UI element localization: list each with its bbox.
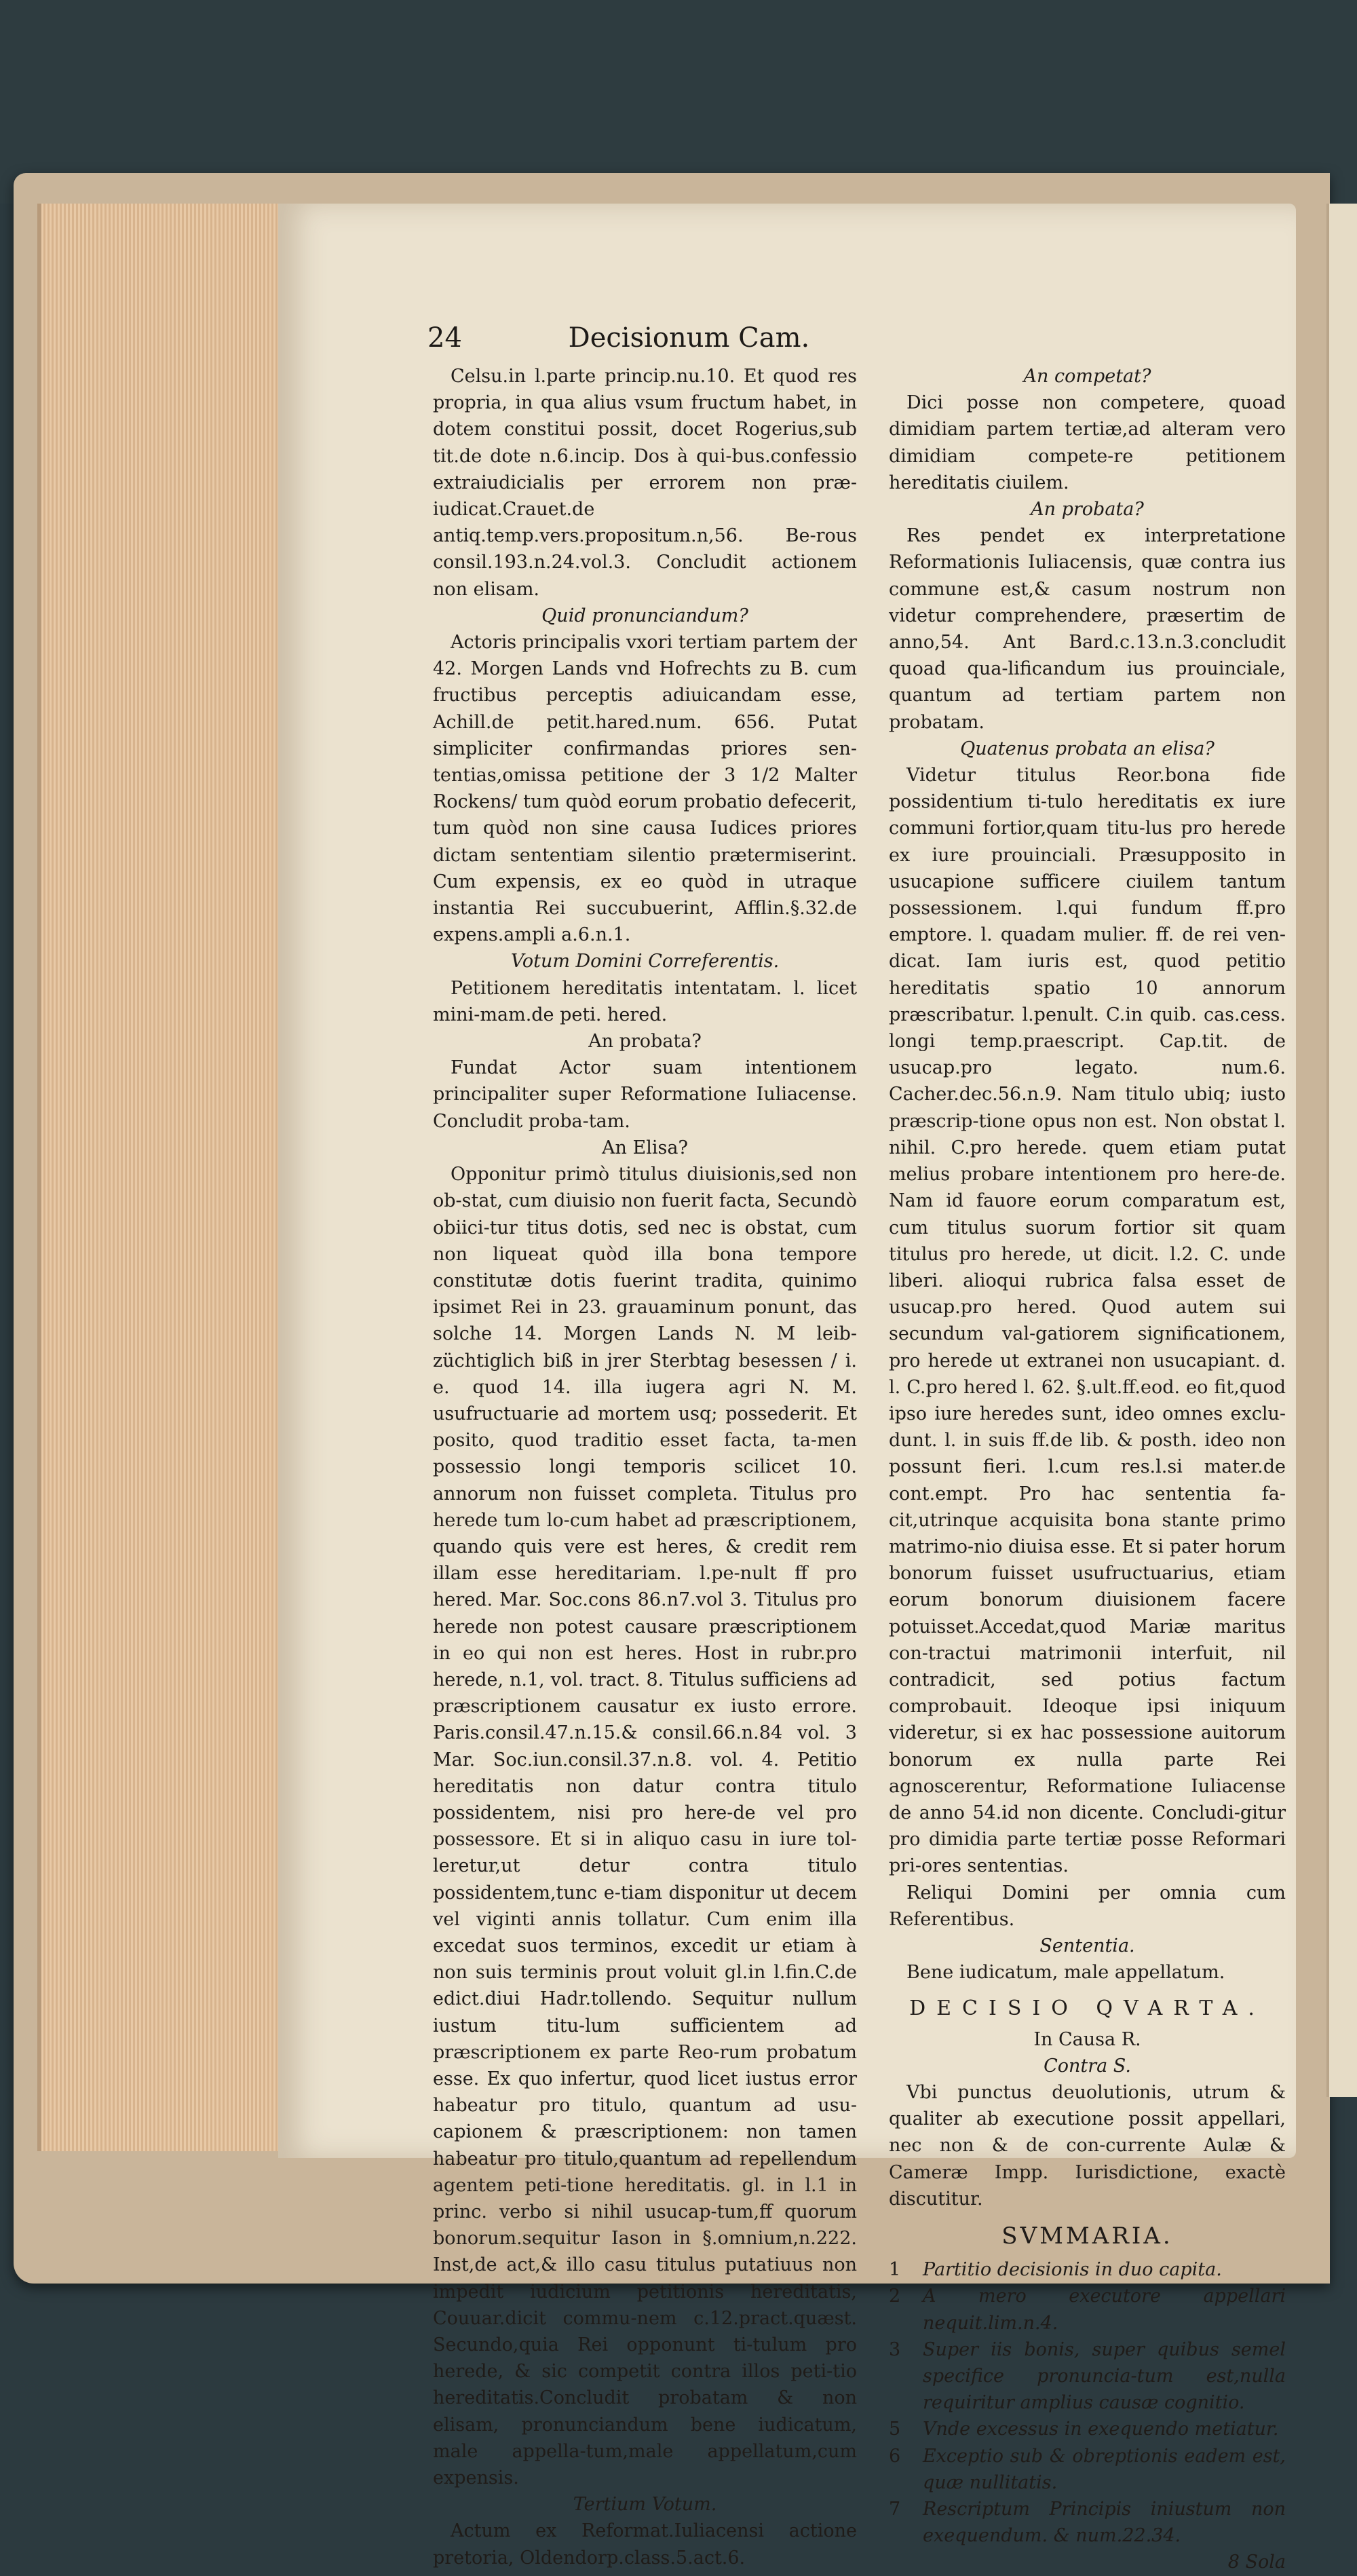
summary-item bbox=[889, 2443, 1286, 2496]
summary-number: 6 bbox=[889, 2445, 901, 2467]
section-heading: Quatenus probata an elisa? bbox=[960, 738, 1215, 759]
paragraph: Fundat Actor suam intentionem principaliter super Reformatione Iuliacense. Concludit proba-tam. bbox=[433, 1057, 857, 1132]
paragraph: Petitionem hereditatis intentatam. l. licet mini-mam.de peti. hered. bbox=[433, 977, 857, 1025]
summary-item bbox=[889, 2496, 1286, 2549]
section-heading: Contra S. bbox=[1044, 2055, 1131, 2077]
section-heading: An probata? bbox=[1031, 499, 1144, 520]
section-heading: Sententia. bbox=[1039, 1935, 1135, 1956]
decision-title: DECISIO QVARTA. bbox=[909, 1996, 1265, 2021]
centered-heading: In Causa R. bbox=[1033, 2028, 1141, 2050]
summary-item bbox=[889, 2416, 1286, 2442]
page-header bbox=[427, 322, 1025, 354]
catchword: 8 Sola bbox=[1227, 2552, 1286, 2573]
summary-text: Super iis bonis, super quibus semel specifice pronuncia-tum est,nulla requiritur amplius causæ cognitio. bbox=[923, 2338, 1286, 2414]
summary-text: Vnde excessus in exequendo metiatur. bbox=[923, 2419, 1279, 2440]
page-number: 24 bbox=[427, 322, 462, 354]
facing-page-edge bbox=[1326, 204, 1357, 2097]
paragraph: Vbi punctus deuolutionis, utrum & qualiter ab executione possit appellari, nec non & de con-currente Aulæ & Cameræ Impp. Iurisdictione, exactè discutitur. bbox=[889, 2082, 1286, 2210]
right-column bbox=[889, 363, 1286, 2576]
running-title: Decisionum Cam. bbox=[568, 322, 810, 354]
page-edges bbox=[37, 204, 292, 2151]
summary-text: Exceptio sub & obreptionis eadem est, quæ nullitatis. bbox=[923, 2445, 1286, 2493]
summary-number: 5 bbox=[889, 2419, 901, 2440]
summary-title: SVMMARIA. bbox=[1001, 2222, 1173, 2250]
paragraph: Actoris principalis vxori tertiam partem der 42. Morgen Lands vnd Hofrechts zu B. cum fructibus perceptis adiuicandam esse, Achill.de petit.hared.num. 656. Putat simpliciter confirmandas priores sen-tentias,omissa petitione der 3 1/2 Malter Rockens/ tum quòd eorum probatio defecerit, tum quòd non sine causa Iudices priores dictam sententiam silentio prætermiserint. Cum expensis, ex eo quòd in utraque instantia Rei succubuerint, Afflin.§.32.de expens.ampli a.6.n.1. bbox=[433, 632, 857, 946]
summary-item bbox=[889, 2283, 1286, 2336]
section-heading: Tertium Votum. bbox=[573, 2494, 717, 2516]
section-heading: Quid pronunciandum? bbox=[541, 605, 748, 626]
paragraph: Dici posse non competere, quoad dimidiam partem tertiæ,ad alteram vero dimidiam compete-re petitionem hereditatis ciuilem. bbox=[889, 392, 1286, 493]
centered-heading: An Elisa? bbox=[602, 1137, 688, 1158]
summary-number: 1 bbox=[889, 2259, 901, 2281]
section-heading: An competat? bbox=[1023, 366, 1151, 387]
paragraph: Bene iudicatum, male appellatum. bbox=[906, 1962, 1225, 1984]
section-heading: Votum Domini Correferentis. bbox=[510, 951, 780, 972]
summary-item bbox=[889, 2256, 1286, 2283]
paragraph: Videtur titulus Reor.bona fide possidentium ti-tulo hereditatis ex iure communi fortior,quam titu-lus pro herede ex iure prouinciali. Præsupposito in usucapione sufficere ciuilem tantum possessionem. l.qui fundum ff.pro emptore. l. quadam mulier. ff. de rei ven-dicat. Iam iuris est, quod petitio hereditatis spatio 10 annorum præscribatur. l.penult. C.in quib. cas.cess. longi temp.praescript. Cap.tit. de usucap.pro legato. num.6. Cacher.dec.56.n.9. Nam titulo ubiq; iusto præscrip-tione opus non est. Non obstat l. nihil. C.pro herede. quem etiam putat melius probare intentionem pro here-de. Nam id fauore eorum comparatum est, cum titulus suorum fortior sit quam titulus pro herede, ut dicit. l.2. C. unde liberi. alioqui rubrica falsa esset de usucap.pro hered. Quod autem sui secundum val-gatiorem significationem, pro herede ut extranei non usucapiant. d. l. C.pro hered l. 62. §.ult.ff.eod. eo fit,quod ipso iure heredes sunt, ideo omnes exclu-dunt. l. in suis ff.de lib. & posth. ideo non possunt fieri. l.cum res.l.si mater.de cont.empt. Pro hac sententia fa-cit,utrinque acquisita bona stante primo matrimo-nio diuisa esse. Et si pater horum bonorum fuisset usufructuarius, etiam eorum bonorum diuisionem facere potuisset.Accedat,quod Mariæ maritus con-tractui matrimonii interfuit, nil contradicit, sed potius factum comprobauit. Ideoque ipsi iniquum videretur, si ex hac possessione auitorum bonorum ex nulla parte Rei agnoscerentur, Reformatione Iuliacense de anno 54.id non dicente. Concludi-gitur pro dimidia parte tertiæ posse Reformari pri-ores sententias. bbox=[889, 765, 1286, 1877]
summary-text: Rescriptum Principis iniustum non exequendum. & num.22.34. bbox=[923, 2499, 1286, 2547]
centered-heading: An probata? bbox=[588, 1031, 702, 1053]
summary-number: 3 bbox=[889, 2338, 901, 2360]
summary-number: 2 bbox=[889, 2286, 901, 2307]
left-column bbox=[433, 363, 857, 2571]
summary-text: Partitio decisionis in duo capita. bbox=[923, 2259, 1222, 2281]
summary-item bbox=[889, 2336, 1286, 2417]
summary-number: 7 bbox=[889, 2499, 901, 2520]
paragraph: Actum ex Reformat.Iuliacensi actione pretoria, Oldendorp.class.5.act.6. bbox=[433, 2520, 857, 2569]
summary-text: A mero executore appellari nequit.lim.n.4. bbox=[923, 2286, 1286, 2334]
paragraph: Opponitur primò titulus diuisionis,sed non ob-stat, cum diuisio non fuerit facta, Secundò obiici-tur titus dotis, sed nec is obstat, cum non liqueat quòd illa bona tempore constitutæ dotis fuerint tradita, quinimo ipsimet Rei in 23. grauaminum ponunt, das solche 14. Morgen Lands N. M leib-züchtiglich biß in jrer Sterbtag besessen / i. e. quod 14. illa iugera agri N. M. usufructuarie ad mortem usq; possederit. Et posito, quod traditio esset facta, ta-men possessio longi temporis scilicet 10. annorum non fuisset completa. Titulus pro herede tum lo-cum habet ad præscriptionem, quando quis vere est heres, & credit rem illam esse hereditariam. l.pe-nult ff pro hered. Mar. Soc.cons 86.n7.vol 3. Titulus pro herede non potest causare præscriptionem in eo qui non est heres. Host in rubr.pro herede, n.1, vol. tract. 8. Titulus sufficiens ad præscriptionem causatur ex iusto errore. Paris.consil.47.n.15.& consil.66.n.84 vol. 3 Mar. Soc.iun.consil.37.n.8. vol. 4. Petitio hereditatis non datur contra titulo possidentem, nisi pro here-de vel pro possessore. Et si in aliquo casu in iure tol-leretur,ut detur contra titulo possidentem,tunc e-tiam disponitur ut decem vel viginti annis tollatur. Cum enim illa excedat suos terminos, excedit ur etiam à non suis terminis prout voluit gl.in l.fin.C.de edict.diui Hadr.tollendo. Sequitur nullum iustum titu-lum sufficientem ad præscriptionem ex parte Reo-rum probatum esse. Ex quo infertur, quod licet iustus error habeatur pro titulo, quantum ad usu-capionem & præscriptionem: non tamen habeatur pro titulo,quantum ad repellendum agentem peti-tione hereditatis. gl. in l.1 in princ. verbo si nihil usucap-tum,ff quorum bonorum.sequitur Iason in §.omnium,n.222. Inst,de act,& illo casu titulus putatiuus non impedit iudicium petitionis hereditatis, Couuar.dicit commu-nem c.12.pract.quæst. Secundo,quia Rei opponunt ti-tulum pro herede, & sic competit contra illos peti-tio hereditatis.Concludit probatam & non elisam, pronunciandum bene iudicatum, male appella-tum,male appellatum,cum expensis. bbox=[433, 1164, 857, 2489]
paragraph: Celsu.in l.parte princip.nu.10. Et quod res propria, in qua alius vsum fructum habet, in dotem constitui possit, docet Rogerius,sub tit.de dote n.6.incip. Dos à qui-bus.confessio extraiudicialis per errorem non præ-iudicat.Crauet.de antiq.temp.vers.propositum.n,56. Be-rous consil.193.n.24.vol.3. Concludit actionem non elisam. bbox=[433, 366, 857, 600]
paragraph: Res pendet ex interpretatione Reformationis Iuliacensis, quæ contra ius commune est,& casum nostrum non videtur comprehendere, præsertim de anno,54. Ant Bard.c.13.n.3.concludit quoad qua-lificandum ius prouinciale, quantum ad tertiam partem non probatam. bbox=[889, 525, 1286, 733]
paragraph: Reliqui Domini per omnia cum Referentibus. bbox=[889, 1882, 1286, 1930]
